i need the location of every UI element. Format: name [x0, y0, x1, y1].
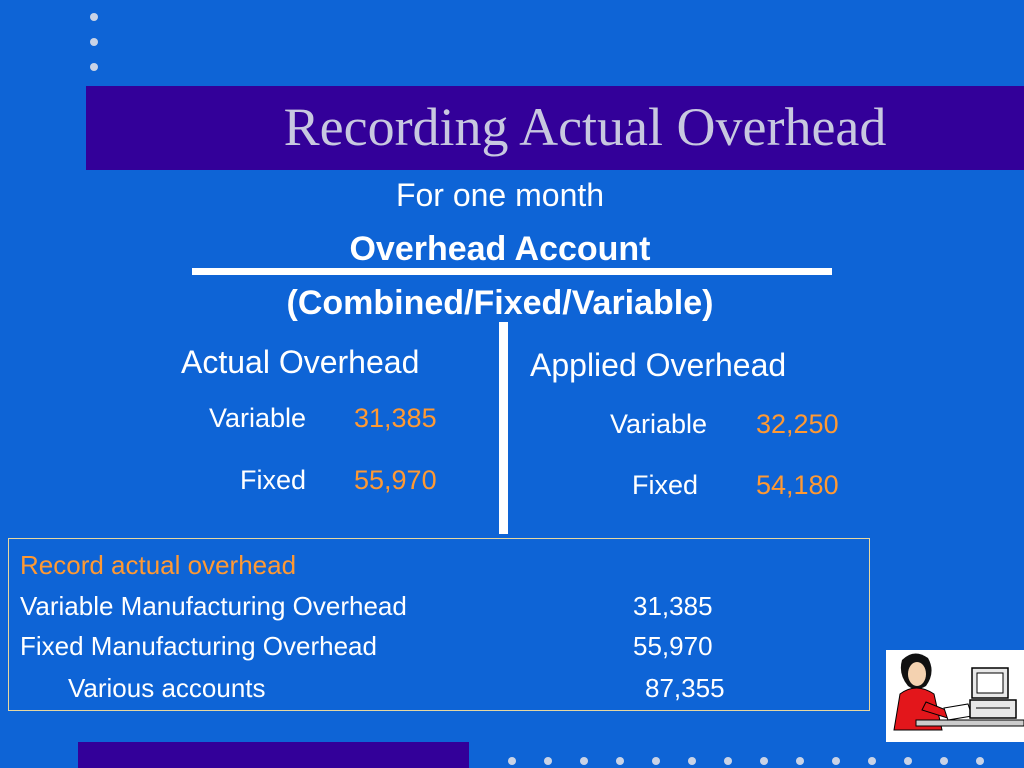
woman-at-computer-clipart — [886, 650, 1024, 742]
journal-line-amount: 31,385 — [633, 591, 713, 621]
actual-overhead-heading: Actual Overhead — [181, 344, 420, 380]
account-title: Overhead Account — [349, 230, 651, 268]
journal-entry-heading: Record actual overhead — [20, 550, 297, 580]
journal-line-amount: 55,970 — [633, 631, 713, 661]
decorative-dot — [652, 757, 660, 765]
decorative-dot — [90, 38, 98, 46]
decorative-dot — [616, 757, 624, 765]
decorative-dot — [580, 757, 588, 765]
actual-variable-label: Variable — [208, 403, 306, 433]
actual-variable-value: 31,385 — [354, 403, 437, 433]
decorative-dot — [904, 757, 912, 765]
decorative-dot — [508, 757, 516, 765]
journal-line-account: Various accounts — [68, 673, 266, 703]
journal-line-account: Variable Manufacturing Overhead — [20, 591, 407, 621]
t-account-top-line — [192, 268, 832, 275]
decorative-dot — [724, 757, 732, 765]
journal-line-account: Fixed Manufacturing Overhead — [20, 631, 377, 661]
applied-overhead-heading: Applied Overhead — [530, 347, 787, 383]
actual-fixed-value: 55,970 — [354, 465, 437, 495]
decorative-dot — [868, 757, 876, 765]
decorative-dot — [976, 757, 984, 765]
bottom-bar — [78, 742, 469, 768]
account-subtitle: (Combined/Fixed/Variable) — [286, 284, 714, 322]
applied-fixed-value: 54,180 — [756, 470, 839, 500]
applied-variable-label: Variable — [609, 409, 707, 439]
decorative-dot — [940, 757, 948, 765]
actual-fixed-label: Fixed — [239, 465, 306, 495]
decorative-dot — [832, 757, 840, 765]
period-label: For one month — [395, 177, 605, 213]
t-account-divider — [499, 322, 508, 534]
applied-fixed-label: Fixed — [631, 470, 698, 500]
decorative-dot — [544, 757, 552, 765]
decorative-dot — [796, 757, 804, 765]
applied-variable-value: 32,250 — [756, 409, 839, 439]
decorative-dot — [90, 13, 98, 21]
decorative-dot — [90, 63, 98, 71]
journal-line-amount: 87,355 — [645, 673, 725, 703]
decorative-dot — [688, 757, 696, 765]
decorative-dot — [760, 757, 768, 765]
slide-title: Recording Actual Overhead — [283, 97, 887, 157]
